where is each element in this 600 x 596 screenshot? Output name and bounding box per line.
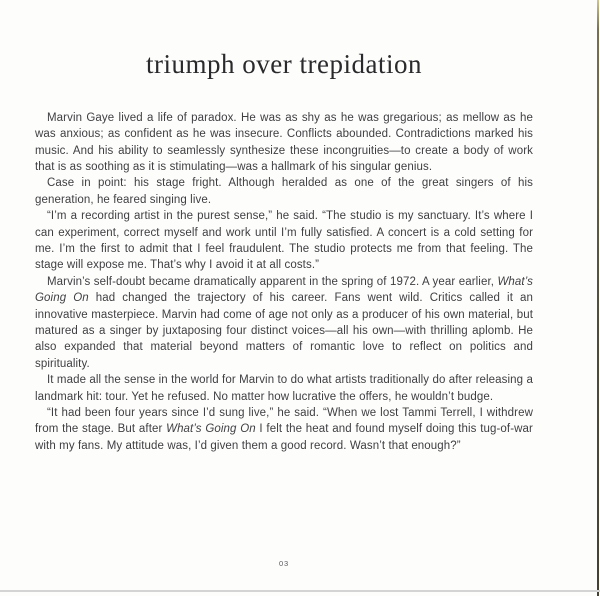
- scan-edge-line: [0, 590, 600, 592]
- paragraph: Case in point: his stage fright. Although heralded as one of the great singers of his generation, he feared singing live.: [35, 177, 533, 206]
- paragraph: Marvin’s self-doubt became dramatically apparent in the spring of 1972. A year earlier, What’s Going On had changed the trajectory of his career. Fans went wild. Critics called it an innovative masterpiece. Marvin had come of age not only as a producer of his own material, but matured as a singer by juxtaposing four distinct voices—all his own—with thrilling aplomb. He also expanded that material beyond matters of romantic love to reflect on politics and spirituality.: [35, 275, 534, 370]
- paragraph: Marvin Gaye lived a life of paradox. He was as shy as he was gregarious; as mellow as he was anxious; as confident as he was insecure. Conflicts abounded. Contradictions marked his music. And his ability to seamlessly synthesize these incongruities—to create a body of work that is as soothing as it is stimulating—was a hallmark of his singular genius.: [35, 111, 533, 173]
- page-title: triumph over trepidation: [146, 49, 422, 79]
- paragraph: “It had been four years since I’d sung live,” he said. “When we lost Tammi Terrell, I withdrew from the stage. But after What’s Going On I felt the heat and found myself doing this tug-of-war with my fans. My attitude was, I’d given them a good record. Wasn’t that enough?”: [35, 407, 533, 452]
- paragraph: It made all the sense in the world for Marvin to do what artists traditionally do after releasing a landmark hit: tour. Yet he refused. No matter how lucrative the offers, he wouldn’t budge.: [35, 374, 533, 403]
- page-edge-line: [597, 0, 599, 596]
- body-text: [35, 110, 533, 455]
- page-content: [35, 48, 533, 454]
- page-number: 03: [279, 559, 289, 568]
- paragraph: “I’m a recording artist in the purest sense,” he said. “The studio is my sanctuary. It’s where I can experiment, correct myself and work until I’m fully satisfied. A concert is a cold setting for me. I’m the first to admit that I feel fraudulent. The studio protects me from that feeling. The stage will expose me. That’s why I avoid it at all costs.”: [35, 210, 533, 272]
